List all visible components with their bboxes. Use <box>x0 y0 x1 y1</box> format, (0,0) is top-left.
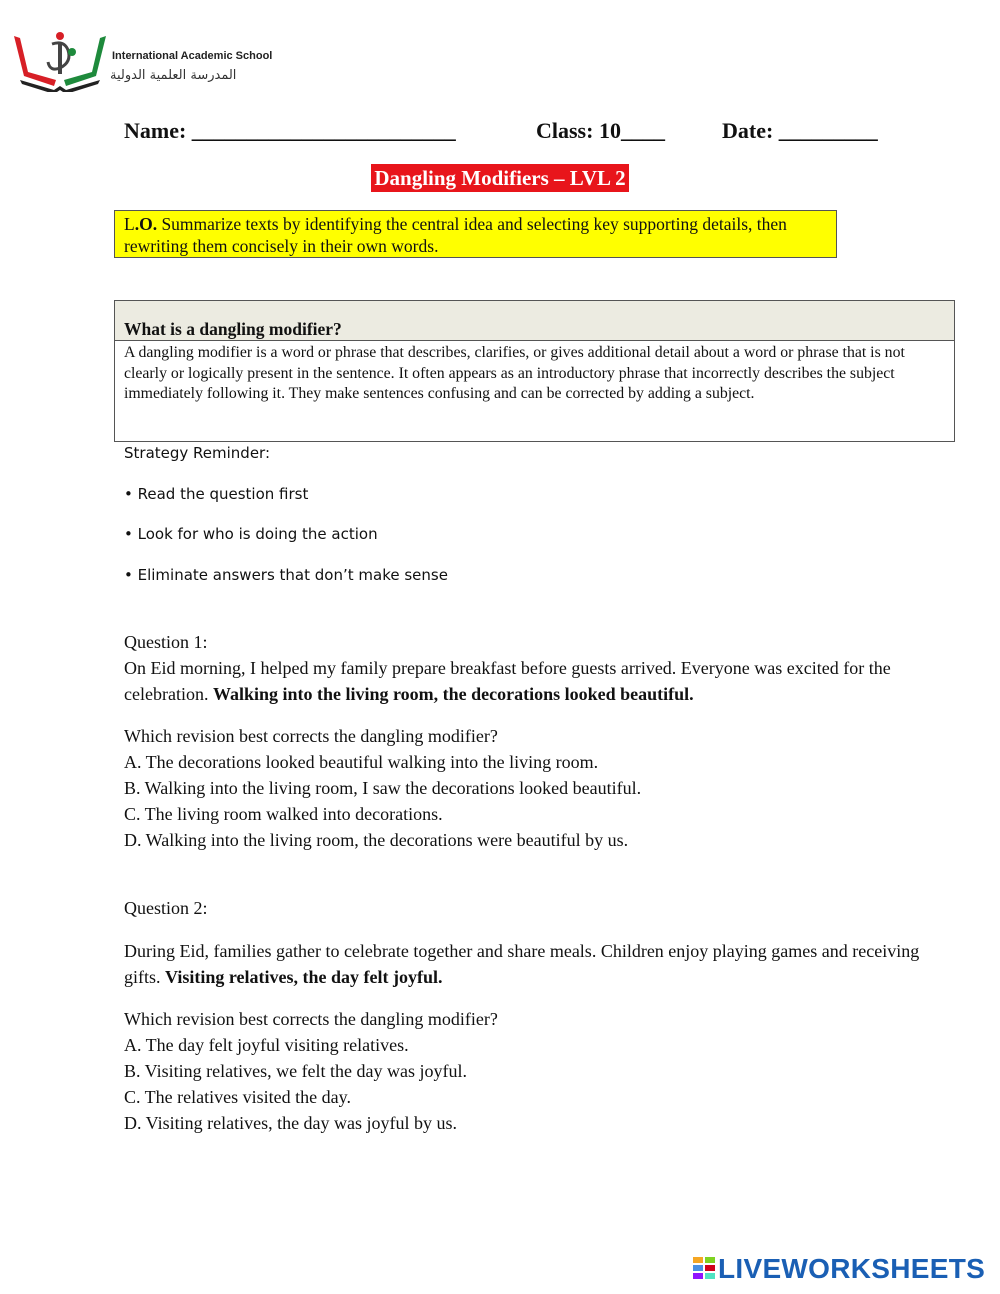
question-1-option-c[interactable]: C. The living room walked into decorations. <box>124 804 443 824</box>
question-1-option-b[interactable]: B. Walking into the living room, I saw the decorations looked beautiful. <box>124 778 642 798</box>
question-1-option-a[interactable]: A. The decorations looked beautiful walking into the living room. <box>124 752 599 772</box>
question-2-label: Question 2: <box>124 898 208 918</box>
worksheet-title: Dangling Modifiers – LVL 2 <box>371 164 628 192</box>
question-1-label: Question 1: <box>124 632 208 652</box>
question-2-passage-text: During Eid, families gather to celebrate together and share meals. Children enjoy playing games and receiving gifts. <box>124 941 920 987</box>
learning-objective-box <box>114 210 837 258</box>
lo-prefix-o: .O. <box>134 214 158 234</box>
definition-box <box>114 300 955 442</box>
question-2-passage-bold: Visiting relatives, the day felt joyful. <box>165 967 443 987</box>
school-logo-icon <box>10 22 110 92</box>
question-2-option-d[interactable]: D. Visiting relatives, the day was joyful by us. <box>124 1113 458 1133</box>
liveworksheets-logo-icon <box>692 1255 716 1285</box>
question-1-passage <box>124 655 944 707</box>
question-1-prompt: Which revision best corrects the dangling modifier? <box>124 726 498 746</box>
question-1-passage-bold: Walking into the living room, the decorations looked beautiful. <box>212 684 694 704</box>
question-2-prompt: Which revision best corrects the dangling modifier? <box>124 1009 498 1029</box>
lo-prefix-l: L <box>124 214 135 234</box>
class-field-label: Class: 10____ <box>536 118 665 143</box>
definition-body: A dangling modifier is a word or phrase that describes, clarifies, or gives additional detail about a word or phrase that is not clearly or logically present in the sentence. It often appears as an introductory phrase that incorrectly describes the subject immediately following it. They make sentences confusing and can be corrected by adding a subject. <box>124 344 905 403</box>
name-field-label: Name: ________________________ <box>124 118 456 143</box>
definition-heading: What is a dangling modifier? <box>124 319 342 339</box>
lo-text: Summarize texts by identifying the central idea and selecting key supporting details, then rewriting them concisely in their own words. <box>124 214 787 256</box>
question-2-option-b[interactable]: B. Visiting relatives, we felt the day was joyful. <box>124 1061 468 1081</box>
liveworksheets-brand[interactable] <box>692 1252 992 1286</box>
question-2-option-c[interactable]: C. The relatives visited the day. <box>124 1087 351 1107</box>
school-name-en: International Academic School <box>112 50 273 62</box>
strategy-title: Strategy Reminder: <box>124 444 271 462</box>
question-2-passage <box>124 938 944 990</box>
title-row <box>0 164 1000 192</box>
date-field-label: Date: _________ <box>722 118 878 143</box>
question-2-option-a[interactable]: A. The day felt joyful visiting relatives. <box>124 1035 409 1055</box>
definition-header <box>115 301 954 341</box>
question-1-option-d[interactable]: D. Walking into the living room, the decorations were beautiful by us. <box>124 830 629 850</box>
strategy-item: • Eliminate answers that don’t make sense <box>124 566 448 584</box>
strategy-item: • Look for who is doing the action <box>124 525 378 543</box>
school-name-ar: المدرسة العلمية الدولية <box>110 68 237 83</box>
strategy-item: • Read the question first <box>124 485 309 503</box>
liveworksheets-wordmark: LIVEWORKSHEETS <box>718 1253 986 1284</box>
question-1-passage-text: On Eid morning, I helped my family prepare breakfast before guests arrived. Everyone was excited for the celebration. <box>124 658 891 704</box>
